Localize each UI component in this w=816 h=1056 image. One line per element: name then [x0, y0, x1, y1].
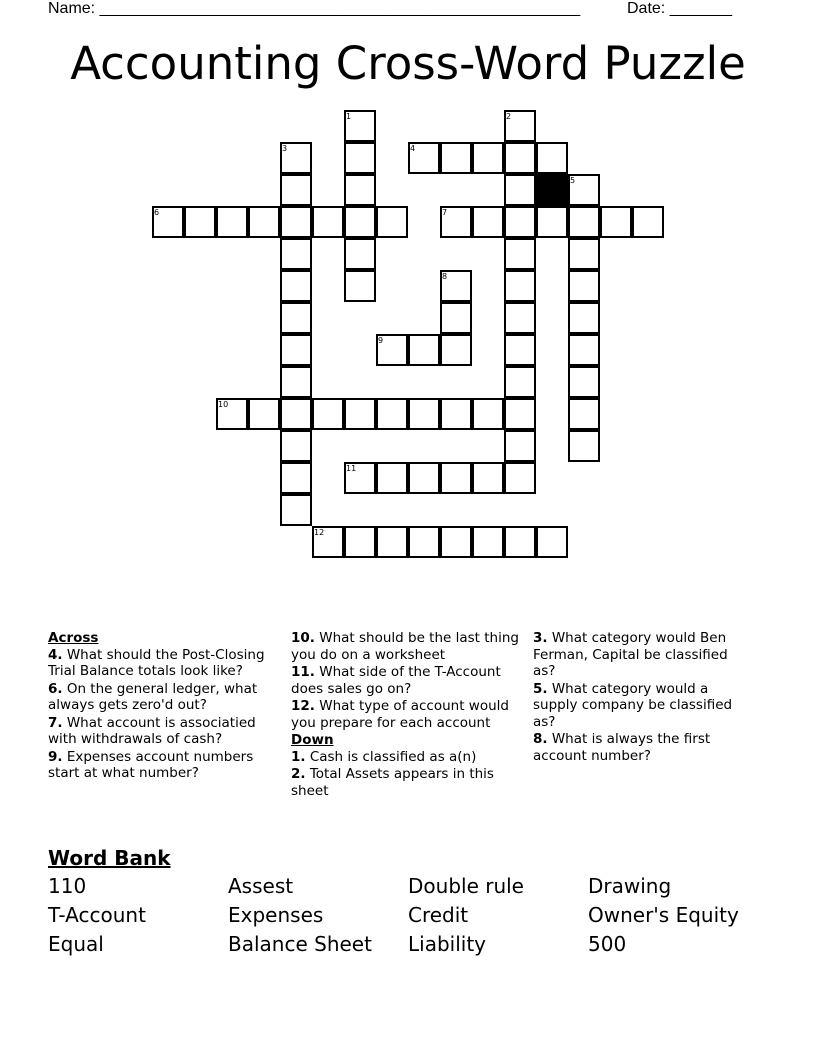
- clues-column-1: [48, 630, 284, 783]
- crossword-cell[interactable]: [248, 398, 280, 430]
- clue-down-3: 3. What category would Ben Ferman, Capital be classified as?: [533, 630, 728, 679]
- word-bank-item: 110: [48, 874, 87, 898]
- crossword-cell[interactable]: [408, 526, 440, 558]
- crossword-cell[interactable]: [568, 270, 600, 302]
- crossword-cell[interactable]: [504, 462, 536, 494]
- clue-down-2: 2. Total Assets appears in this sheet: [291, 766, 494, 799]
- crossword-cell[interactable]: [536, 206, 568, 238]
- crossword-cell[interactable]: [280, 302, 312, 334]
- crossword-cell[interactable]: [408, 462, 440, 494]
- crossword-cell[interactable]: [344, 398, 376, 430]
- crossword-cell[interactable]: [280, 398, 312, 430]
- clue-across-6: 6. On the general ledger, what always gets zero'd out?: [48, 680, 258, 713]
- clue-down-1: 1. Cash is classified as a(n): [291, 748, 477, 765]
- crossword-cell[interactable]: [344, 238, 376, 270]
- clue-number-2: 2: [506, 112, 512, 121]
- crossword-cell[interactable]: [344, 206, 376, 238]
- crossword-cell[interactable]: [280, 366, 312, 398]
- crossword-cell[interactable]: [280, 238, 312, 270]
- clue-number-10: 10: [218, 400, 229, 409]
- crossword-cell[interactable]: [568, 334, 600, 366]
- crossword-cell[interactable]: [344, 174, 376, 206]
- clue-number-5: 5: [570, 176, 576, 185]
- clues-column-2: [291, 630, 519, 800]
- clue-number-1: 1: [346, 112, 352, 121]
- crossword-cell[interactable]: [600, 206, 632, 238]
- clue-down-5: 5. What category would a supply company be classified as?: [533, 680, 733, 730]
- crossword-block: [536, 174, 568, 206]
- crossword-cell[interactable]: [216, 206, 248, 238]
- crossword-cell[interactable]: [504, 366, 536, 398]
- clue-number-8: 8: [442, 272, 448, 281]
- crossword-cell[interactable]: [568, 398, 600, 430]
- crossword-cell[interactable]: [472, 462, 504, 494]
- crossword-cell[interactable]: [536, 526, 568, 558]
- crossword-cell[interactable]: [504, 238, 536, 270]
- crossword-cell[interactable]: [504, 430, 536, 462]
- name-field: Name: ______________________________________________________: [48, 0, 581, 17]
- date-field: Date: _______: [627, 0, 732, 17]
- crossword-cell[interactable]: [568, 430, 600, 462]
- clues-column-3: [533, 630, 753, 765]
- word-bank-item: Double rule: [408, 874, 524, 898]
- crossword-cell[interactable]: [408, 334, 440, 366]
- crossword-cell[interactable]: [344, 270, 376, 302]
- clue-number-6: 6: [154, 208, 160, 217]
- word-bank-item: Credit: [408, 903, 469, 927]
- word-bank: [48, 873, 768, 958]
- crossword-cell[interactable]: [376, 206, 408, 238]
- word-bank-item: T-Account: [48, 903, 146, 927]
- crossword-cell[interactable]: [280, 430, 312, 462]
- crossword-cell[interactable]: [504, 142, 536, 174]
- word-bank-item: Liability: [408, 932, 486, 956]
- crossword-cell[interactable]: [504, 526, 536, 558]
- across-heading: Across: [48, 630, 99, 646]
- crossword-cell[interactable]: [568, 206, 600, 238]
- page-title: Accounting Cross-Word Puzzle: [70, 37, 746, 90]
- crossword-cell[interactable]: [504, 334, 536, 366]
- crossword-cell[interactable]: [344, 526, 376, 558]
- crossword-cell[interactable]: [376, 398, 408, 430]
- crossword-cell[interactable]: [440, 462, 472, 494]
- crossword-cell[interactable]: [280, 270, 312, 302]
- clue-across-7: 7. What account is associatied with withdrawals of cash?: [48, 714, 256, 747]
- crossword-cell[interactable]: [472, 398, 504, 430]
- crossword-cell[interactable]: [568, 366, 600, 398]
- clue-number-12: 12: [314, 528, 325, 537]
- clue-across-4: 4. What should the Post-Closing Trial Balance totals look like?: [48, 646, 265, 679]
- crossword-cell[interactable]: [440, 142, 472, 174]
- crossword-cell[interactable]: [280, 174, 312, 206]
- clue-number-11: 11: [346, 464, 357, 473]
- crossword-cell[interactable]: [504, 302, 536, 334]
- clue-across-9: 9. Expenses account numbers start at what number?: [48, 748, 254, 781]
- word-bank-item: Expenses: [228, 903, 324, 927]
- crossword-cell[interactable]: [312, 206, 344, 238]
- crossword-cell[interactable]: [344, 142, 376, 174]
- word-bank-title: Word Bank: [48, 846, 171, 870]
- crossword-cell[interactable]: [408, 398, 440, 430]
- word-bank-item: Equal: [48, 932, 104, 956]
- crossword-cell[interactable]: [440, 334, 472, 366]
- crossword-cell[interactable]: [568, 302, 600, 334]
- word-bank-item: Owner's Equity: [588, 903, 739, 927]
- crossword-cell[interactable]: [504, 270, 536, 302]
- crossword-cell[interactable]: [440, 398, 472, 430]
- crossword-cell[interactable]: [280, 494, 312, 526]
- crossword-cell[interactable]: [504, 174, 536, 206]
- crossword-cell[interactable]: [504, 398, 536, 430]
- crossword-cell[interactable]: [632, 206, 664, 238]
- clue-number-7: 7: [442, 208, 448, 217]
- clue-down-8: 8. What is always the first account number?: [533, 731, 711, 764]
- word-bank-item: Assest: [228, 874, 294, 898]
- crossword-cell[interactable]: [504, 206, 536, 238]
- crossword-cell[interactable]: [472, 142, 504, 174]
- crossword-cell[interactable]: [440, 526, 472, 558]
- crossword-cell[interactable]: [280, 334, 312, 366]
- crossword-cell[interactable]: [184, 206, 216, 238]
- crossword-cell[interactable]: [568, 238, 600, 270]
- word-bank-item: Balance Sheet: [228, 932, 372, 956]
- crossword-cell[interactable]: [248, 206, 280, 238]
- word-bank-item: 500: [588, 932, 627, 956]
- clue-number-4: 4: [410, 144, 416, 153]
- crossword-cell[interactable]: [280, 462, 312, 494]
- crossword-cell[interactable]: [472, 206, 504, 238]
- clue-number-9: 9: [378, 336, 384, 345]
- clue-across-10: 10. What should be the last thing you do on a worksheet: [291, 630, 519, 663]
- clue-across-12: 12. What type of account would you prepare for each account: [291, 698, 509, 731]
- crossword-cell[interactable]: [536, 142, 568, 174]
- crossword-cell[interactable]: [440, 302, 472, 334]
- clue-across-11: 11. What side of the T-Account does sales go on?: [291, 664, 501, 697]
- crossword-cell[interactable]: [376, 462, 408, 494]
- word-bank-item: Drawing: [588, 874, 672, 898]
- down-heading: Down: [291, 732, 334, 748]
- crossword-cell[interactable]: [472, 526, 504, 558]
- crossword-cell[interactable]: [312, 398, 344, 430]
- clue-number-3: 3: [282, 144, 288, 153]
- crossword-cell[interactable]: [376, 526, 408, 558]
- crossword-cell[interactable]: [280, 206, 312, 238]
